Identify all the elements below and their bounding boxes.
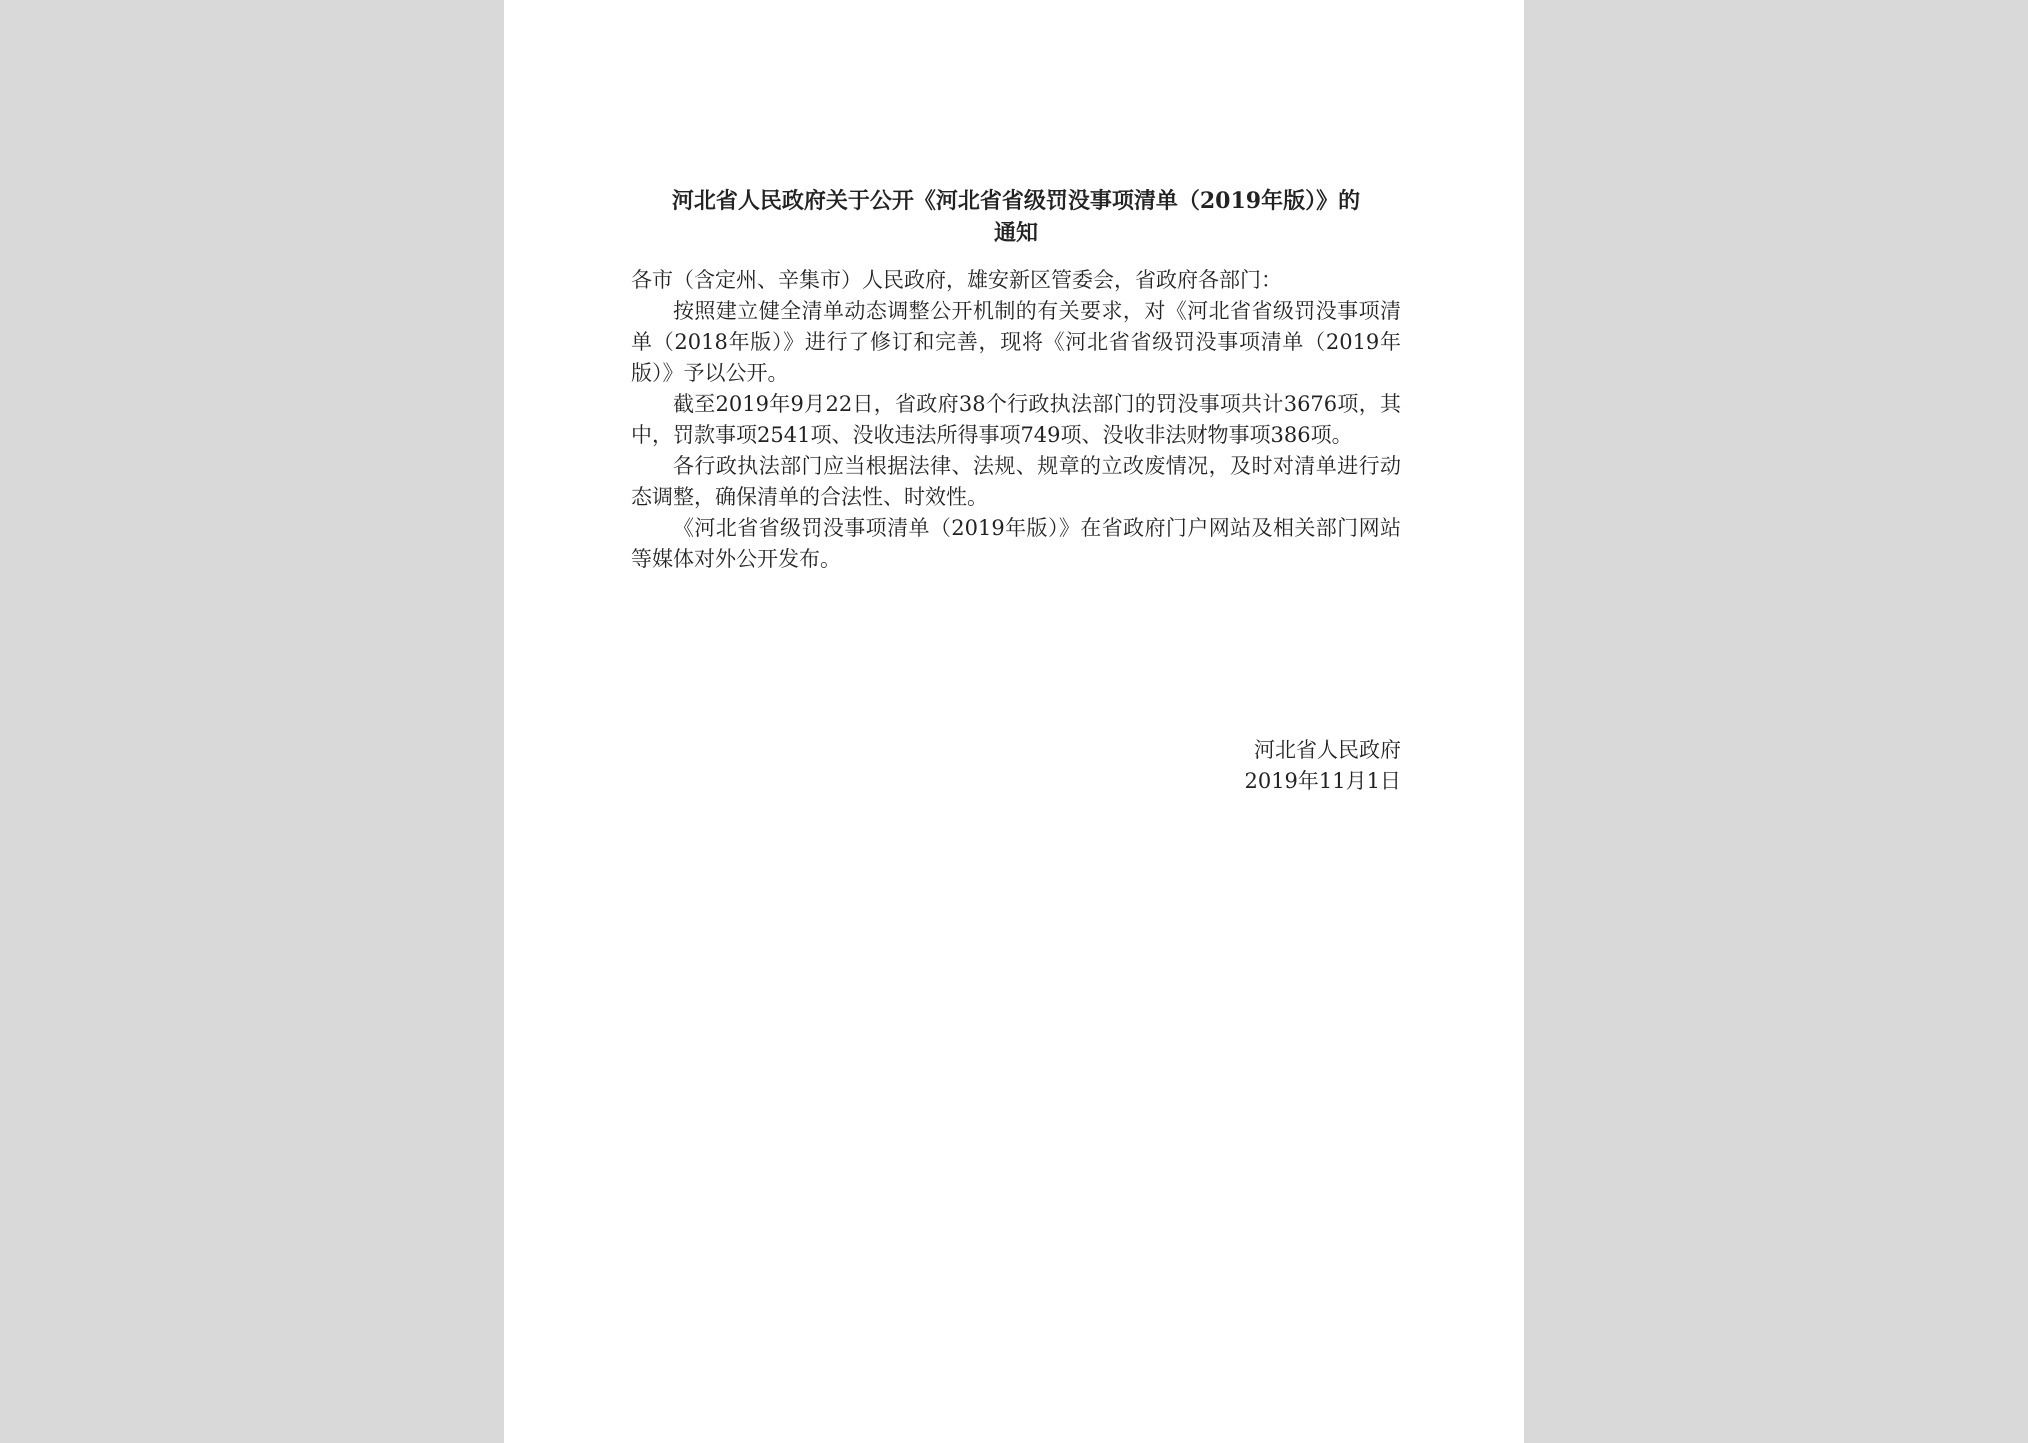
- paragraph-1: 按照建立健全清单动态调整公开机制的有关要求，对《河北省省级罚没事项清单（2018年版）》进行了修订和完善，现将《河北省省级罚没事项清单（2019年版）》予以公开。: [631, 299, 1401, 385]
- paragraph-2: 截至2019年9月22日，省政府38个行政执法部门的罚没事项共计3676项，其中，罚款事项2541项、没收违法所得事项749项、没收非法财物事项386项。: [631, 392, 1401, 447]
- title-line-2: 通知: [993, 220, 1038, 246]
- salutation: 各市（含定州、辛集市）人民政府，雄安新区管委会，省政府各部门：: [631, 268, 1282, 292]
- signature-date: 2019年11月1日: [1244, 769, 1401, 793]
- signature: 河北省人民政府: [1254, 738, 1401, 762]
- paragraph-4: 《河北省省级罚没事项清单（2019年版）》在省政府门户网站及相关部门网站等媒体对外公开发布。: [631, 516, 1401, 571]
- document-title: [631, 185, 1401, 249]
- paragraph-3: 各行政执法部门应当根据法律、法规、规章的立改废情况，及时对清单进行动态调整，确保清单的合法性、时效性。: [631, 454, 1401, 509]
- signature-block: [1244, 735, 1401, 797]
- document-content: [631, 185, 1401, 793]
- title-line-1: 河北省人民政府关于公开《河北省省级罚没事项清单（2019年版）》的: [671, 188, 1361, 214]
- document-page: [504, 0, 1524, 1443]
